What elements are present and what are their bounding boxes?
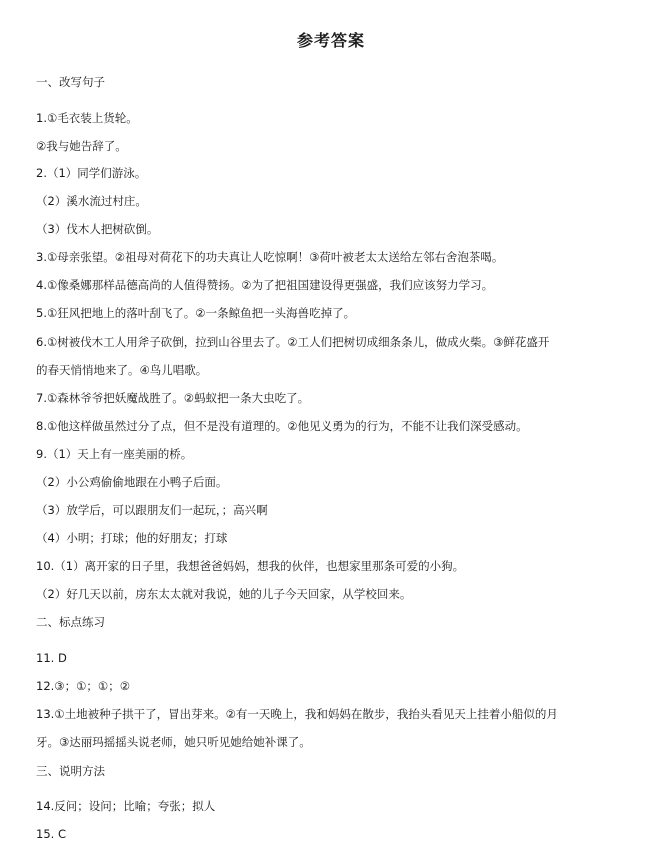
answer-line: 4.①像桑娜那样品德高尚的人值得赞扬。②为了把祖国建设得更强盛，我们应该努力学习。 <box>36 278 494 292</box>
answer-line: 3.①母亲张望。②祖母对荷花下的功夫真让人吃惊啊！③荷叶被老太太送给左邻右舍泡茶喝。 <box>36 250 504 264</box>
answer-line: （3）放学后，可以跟朋友们一起玩，；高兴啊 <box>36 503 268 517</box>
answer-line: 14.反问；设问；比喻；夸张；拟人 <box>36 799 216 813</box>
answer-line: （3）伐木人把树砍倒。 <box>36 222 159 236</box>
answer-line: 1.①毛衣装上货轮。 <box>36 111 138 125</box>
answer-line: 15. C <box>36 827 66 841</box>
answer-line: 12.③；①；①；② <box>36 679 131 693</box>
answer-line: 8.①他这样做虽然过分了点，但不是没有道理的。②他见义勇为的行为，不能不让我们深受感动。 <box>36 419 528 433</box>
answer-line: 7.①森林爷爷把妖魔战胜了。②蚂蚁把一条大虫吃了。 <box>36 391 310 405</box>
answer-line: 5.①狂风把地上的落叶刮飞了。②一条鲸鱼把一头海兽吃掉了。 <box>36 306 356 320</box>
answer-line: 6.①树被伐木工人用斧子砍倒，拉到山谷里去了。②工人们把树切成细条条儿，做成火柴。③鲜花盛开 <box>36 335 550 349</box>
section-heading-punctuation: 二、标点练习 <box>36 615 105 629</box>
answer-line: （2）溪水流过村庄。 <box>36 194 147 208</box>
answer-line: 9.（1）天上有一座美丽的桥。 <box>36 447 193 461</box>
answer-line: （2）好几天以前，房东太太就对我说，她的儿子今天回家，从学校回来。 <box>36 587 412 601</box>
answer-line: 牙。③达丽玛摇摇头说老师，她只听见她给她补课了。 <box>36 735 311 749</box>
answer-line: 的春天悄悄地来了。④鸟儿唱歌。 <box>36 363 208 377</box>
answer-line: 11. D <box>36 651 67 665</box>
answer-line: 2.（1）同学们游泳。 <box>36 166 147 180</box>
section-heading-rewrite: 一、改写句子 <box>36 75 105 89</box>
answer-line: ②我与她告辞了。 <box>36 139 127 153</box>
answer-line: （4）小明；打球；他的好朋友；打球 <box>36 531 228 545</box>
section-heading-explanation: 三、说明方法 <box>36 764 105 778</box>
page-title: 参考答案 <box>296 31 365 50</box>
answer-line: 13.①土地被种子拱干了，冒出芽来。②有一天晚上，我和妈妈在散步，我抬头看见天上挂着小船似的月 <box>36 707 558 721</box>
answer-line: 10.（1）离开家的日子里，我想爸爸妈妈，想我的伙伴，也想家里那条可爱的小狗。 <box>36 559 465 573</box>
answer-line: （2）小公鸡偷偷地跟在小鸭子后面。 <box>36 475 228 489</box>
